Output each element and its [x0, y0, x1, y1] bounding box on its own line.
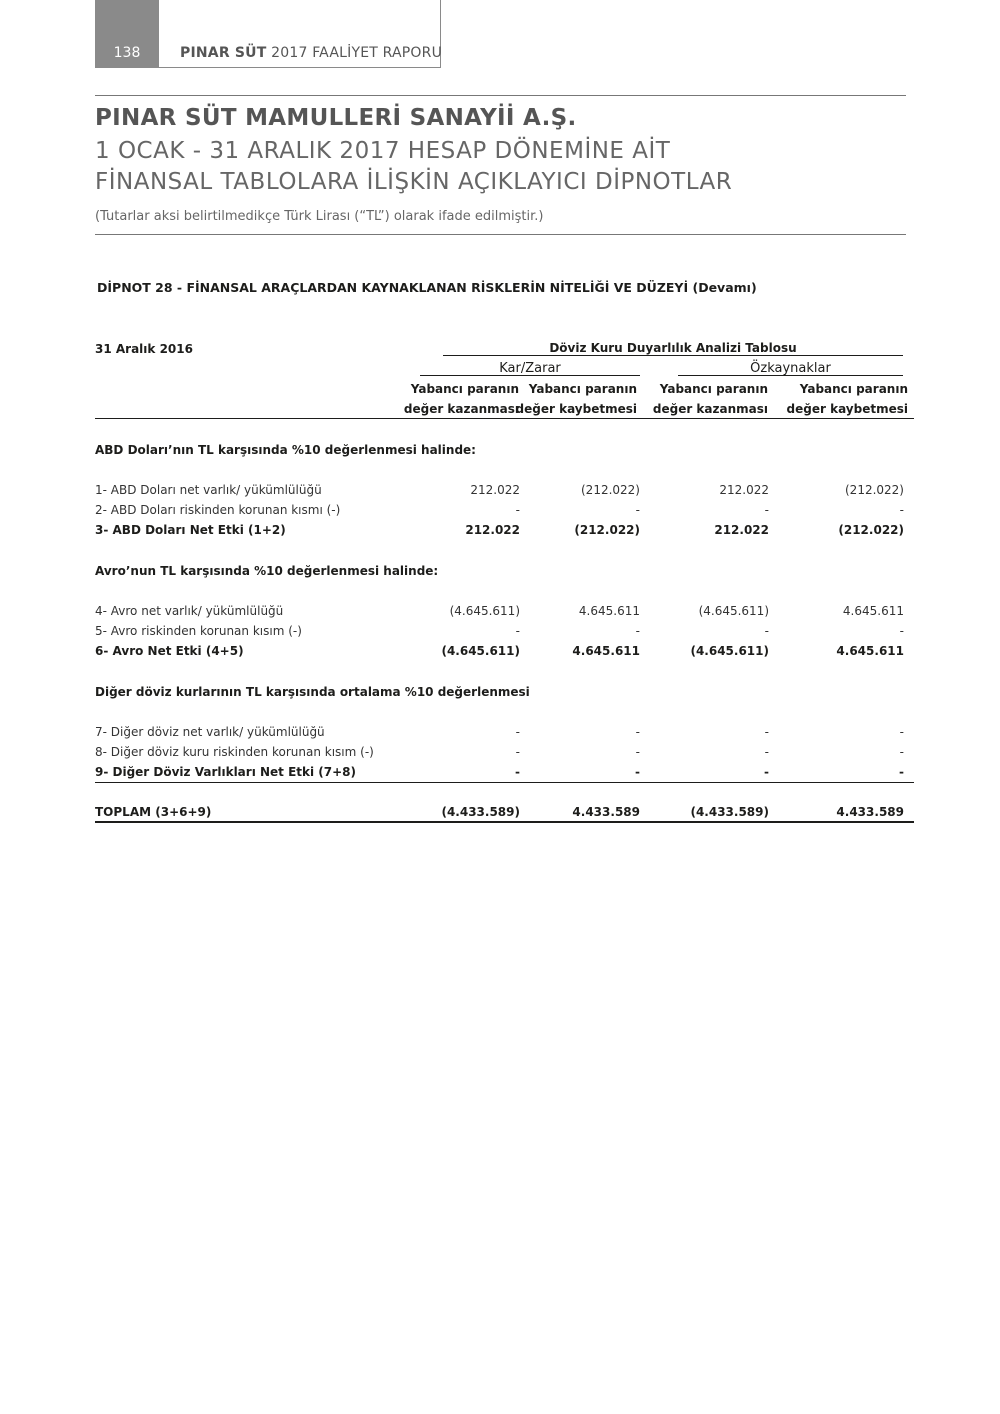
title-top-rule	[95, 95, 906, 96]
row-value: (4.645.611)	[690, 644, 769, 658]
running-title-bold: PINAR SÜT	[180, 45, 267, 61]
row-value: -	[899, 765, 904, 779]
section-eur: Avro’nun TL karşısında %10 değerlenmesi halinde:	[95, 564, 439, 578]
row-value: -	[764, 745, 769, 759]
running-title-rest: 2017 FAALİYET RAPORU	[266, 45, 443, 61]
row-value: -	[764, 725, 769, 739]
row-value: 4.645.611	[578, 604, 640, 618]
row-label: 6- Avro Net Etki (4+5)	[95, 644, 244, 658]
group-profit-loss: Kar/Zarar	[499, 361, 561, 376]
row-label: 3- ABD Doları Net Etki (1+2)	[95, 523, 286, 537]
row-value: -	[764, 765, 769, 779]
row-value: (212.022)	[574, 523, 640, 537]
row-value: 4.645.611	[842, 604, 904, 618]
row-value: -	[515, 745, 520, 759]
row-value: -	[899, 725, 904, 739]
col1-header-line2: değer kazanması	[403, 402, 519, 416]
row-value: (4.645.611)	[698, 604, 769, 618]
row-value: -	[764, 624, 769, 638]
col3-header-line1: Yabancı paranın	[659, 382, 768, 396]
row-value: 4.645.611	[572, 644, 640, 658]
row-value: 4.645.611	[836, 644, 904, 658]
row-value: (212.022)	[845, 483, 904, 497]
header-bottom-rule	[95, 418, 914, 419]
row-value: -	[899, 624, 904, 638]
table-date-label: 31 Aralık 2016	[95, 342, 193, 356]
row-value: (212.022)	[838, 523, 904, 537]
period-title: 1 OCAK - 31 ARALIK 2017 HESAP DÖNEMİNE AİT	[95, 138, 671, 164]
row-value: -	[515, 725, 520, 739]
col4-header-line2: değer kaybetmesi	[786, 402, 908, 416]
section-usd: ABD Doları’nın TL karşısında %10 değerlenmesi halinde:	[95, 443, 476, 457]
row-label: 9- Diğer Döviz Varlıkları Net Etki (7+8)	[95, 765, 357, 779]
total-value: (4.433.589)	[690, 805, 769, 819]
subtotal-rule	[95, 782, 914, 783]
row-value: (4.645.611)	[441, 644, 520, 658]
row-label: 8- Diğer döviz kuru riskinden korunan kısım (-)	[95, 745, 374, 759]
total-rule	[95, 821, 914, 823]
row-value: 212.022	[714, 523, 769, 537]
row-value: -	[635, 624, 640, 638]
subject-title: FİNANSAL TABLOLARA İLİŞKİN AÇIKLAYICI DİPNOTLAR	[95, 169, 733, 195]
col2-header-line2: değer kaybetmesi	[515, 402, 637, 416]
title-bottom-rule	[95, 234, 906, 235]
company-name: PINAR SÜT MAMULLERİ SANAYİİ A.Ş.	[95, 105, 577, 131]
row-value: -	[515, 503, 520, 517]
row-label: 5- Avro riskinden korunan kısım (-)	[95, 624, 302, 638]
note-title: DİPNOT 28 - FİNANSAL ARAÇLARDAN KAYNAKLANAN RİSKLERİN NİTELİĞİ VE DÜZEYİ (Devamı)	[97, 280, 757, 295]
running-title	[180, 45, 442, 61]
row-label: 7- Diğer döviz net varlık/ yükümlülüğü	[95, 725, 325, 739]
total-value: (4.433.589)	[441, 805, 520, 819]
total-label: TOPLAM (3+6+9)	[95, 805, 212, 819]
row-value: -	[635, 765, 640, 779]
row-value: 212.022	[465, 523, 520, 537]
row-label: 2- ABD Doları riskinden korunan kısmı (-)	[95, 503, 341, 517]
row-label: 1- ABD Doları net varlık/ yükümlülüğü	[95, 483, 322, 497]
col1-header-line1: Yabancı paranın	[410, 382, 519, 396]
col3-header-line2: değer kazanması	[652, 402, 768, 416]
row-value: -	[899, 503, 904, 517]
total-value: 4.433.589	[836, 805, 904, 819]
group-profit-loss-rule	[420, 375, 640, 376]
row-value: (212.022)	[581, 483, 640, 497]
row-value: 212.022	[470, 483, 520, 497]
row-value: -	[635, 503, 640, 517]
row-value: 212.022	[719, 483, 769, 497]
row-value: -	[635, 745, 640, 759]
page-number: 138	[113, 45, 141, 61]
row-value: -	[515, 624, 520, 638]
col4-header-line1: Yabancı paranın	[799, 382, 908, 396]
total-value: 4.433.589	[572, 805, 640, 819]
main-header-rule	[443, 355, 903, 356]
currency-note: (Tutarlar aksi belirtilmedikçe Türk Lirası (“TL”) olarak ifade edilmiştir.)	[95, 209, 544, 224]
group-equity: Özkaynaklar	[750, 361, 831, 376]
row-value: -	[515, 765, 520, 779]
col2-header-line1: Yabancı paranın	[528, 382, 637, 396]
row-value: -	[764, 503, 769, 517]
table-main-header: Döviz Kuru Duyarlılık Analizi Tablosu	[549, 341, 797, 355]
group-equity-rule	[678, 375, 903, 376]
row-value: (4.645.611)	[449, 604, 520, 618]
row-value: -	[899, 745, 904, 759]
row-label: 4- Avro net varlık/ yükümlülüğü	[95, 604, 284, 618]
section-other: Diğer döviz kurlarının TL karşısında ortalama %10 değerlenmesi	[95, 685, 530, 699]
row-value: -	[635, 725, 640, 739]
